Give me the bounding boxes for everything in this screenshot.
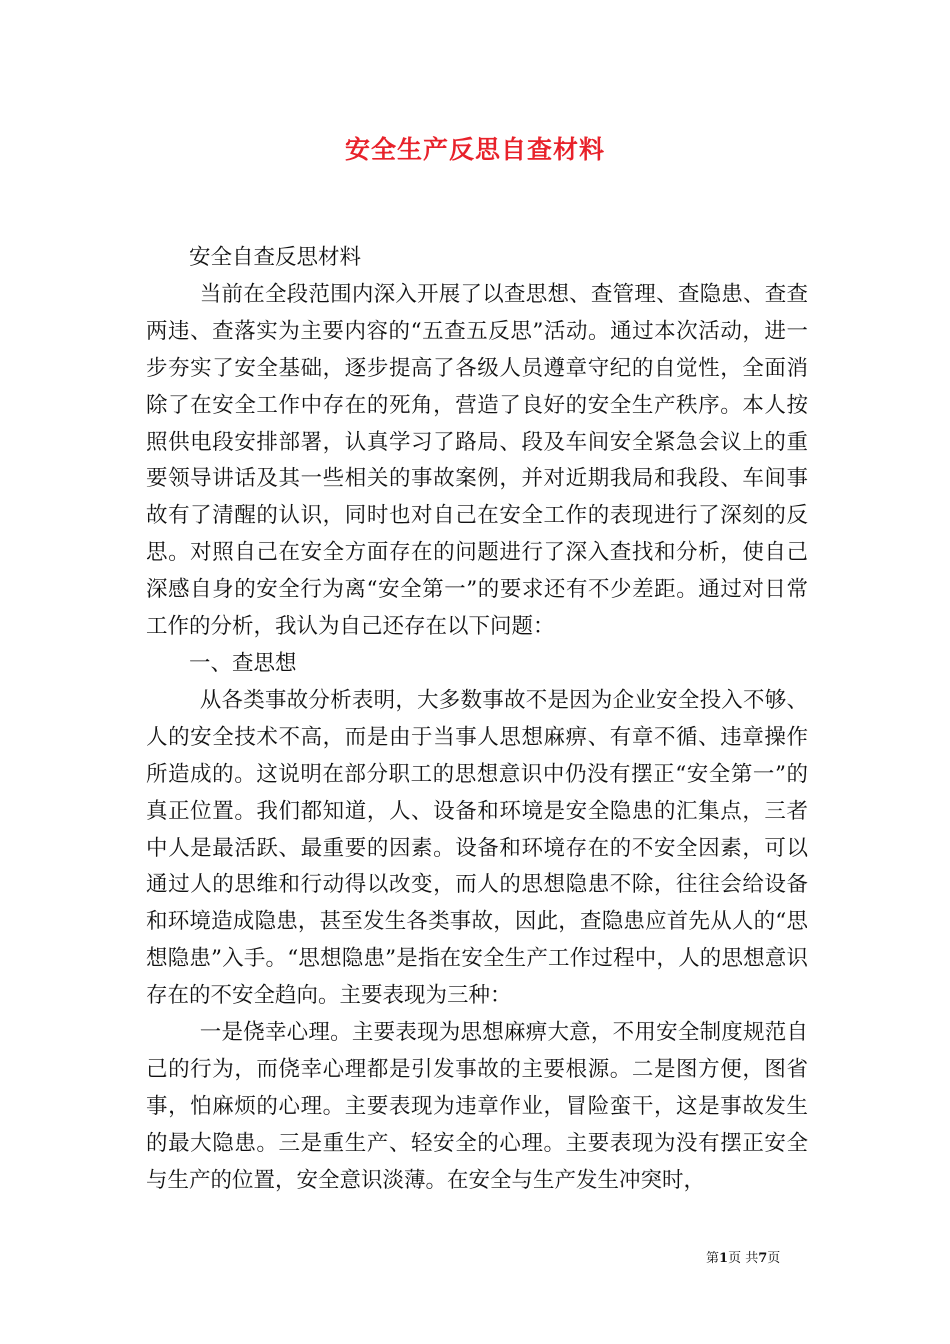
paragraph-intro: 当前在全段范围内深入开展了以查思想、查管理、查隐患、查查两违、查落实为主要内容的“五查五反思”活动。通过本次活动，进一步夯实了安全基础，逐步提高了各级人员遵章守纪的自觉性，全面消除了在安全工作中存在的死角，营造了良好的安全生产秩序。本人按照供电段安排部署，认真学习了路局、段及车间安全紧急会议上的重要领导讲话及其一些相关的事故案例，并对近期我局和我段、车间事故有了清醒的认识，同时也对自己在安全工作的表现进行了深刻的反思。对照自己在安全方面存在的问题进行了深入查找和分析，使自己深感自身的安全行为离“安全第一”的要求还有不少差距。通过对日常工作的分析，我认为自己还存在以下问题：	[146, 281, 808, 640]
document-subtitle: 安全自查反思材料	[189, 245, 362, 270]
paragraph-thinking-analysis: 从各类事故分析表明，大多数事故不是因为企业安全投入不够、人的安全技术不高，而是由于当事人思想麻痹、有章不循、违章操作所造成的。这说明在部分职工的思想意识中仍没有摆正“安全第一”的真正位置。我们都知道，人、设备和环境是安全隐患的汇集点，三者中人是最活跃、最重要的因素。设备和环境存在的不安全因素，可以通过人的思维和行动得以改变，而人的思想隐患不除，往往会给设备和环境造成隐患，甚至发生各类事故，因此，查隐患应首先从人的“思想隐患”入手。“思想隐患”是指在安全生产工作过程中，人的思想意识存在的不安全趋向。主要表现为三种：	[146, 687, 808, 1009]
paragraph-three-mentalities: 一是侥幸心理。主要表现为思想麻痹大意，不用安全制度规范自己的行为，而侥幸心理都是引发事故的主要根源。二是图方便，图省事，怕麻烦的心理。主要表现为违章作业，冒险蛮干，这是事故发生的最大隐患。三是重生产、轻安全的心理。主要表现为没有摆正安全与生产的位置，安全意识淡薄。在安全与生产发生冲突时，	[146, 1020, 808, 1193]
footer-prefix: 第	[706, 1251, 720, 1266]
footer-total-pages: 7	[758, 1251, 768, 1266]
footer-middle: 页 共	[728, 1251, 759, 1266]
document-title: 安全生产反思自查材料	[344, 135, 605, 164]
page-footer	[706, 1250, 846, 1268]
section-heading-check-thinking: 一、查思想	[189, 650, 297, 676]
document-body	[146, 240, 808, 1200]
footer-suffix: 页	[767, 1251, 781, 1266]
footer-page-number: 1	[719, 1251, 729, 1266]
